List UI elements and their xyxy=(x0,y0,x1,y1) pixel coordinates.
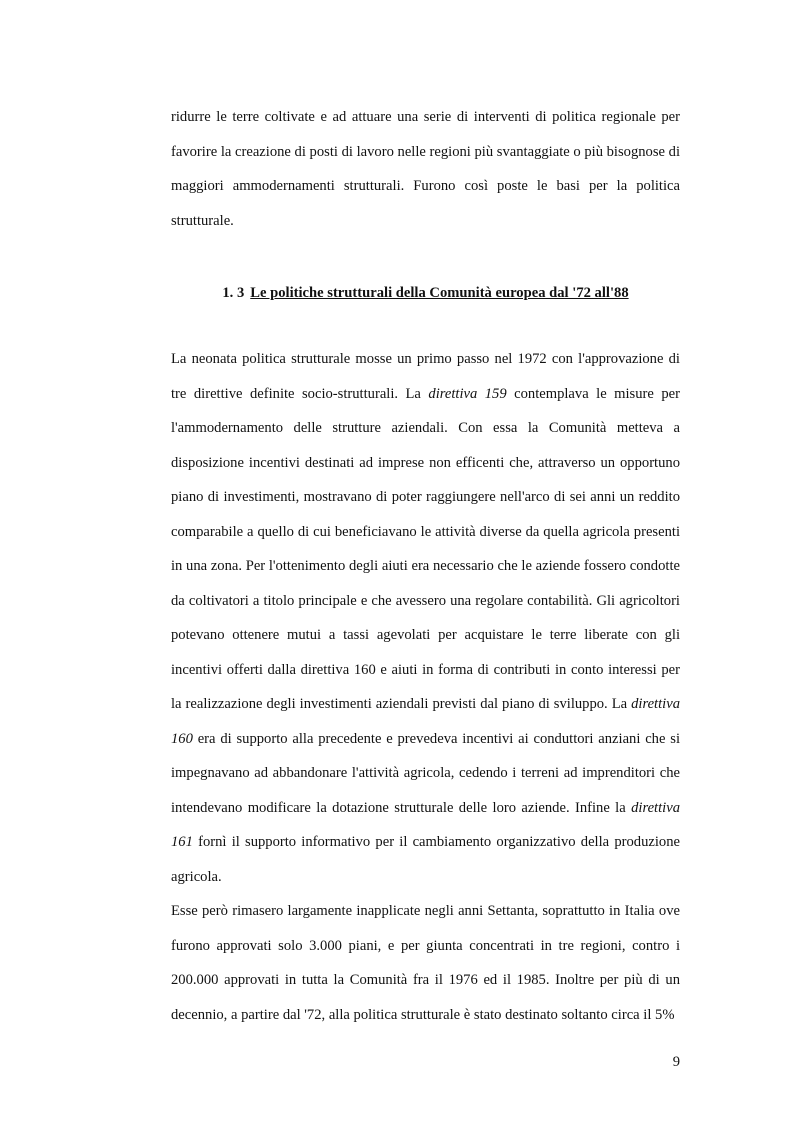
text-segment: era di supporto alla precedente e prevedeva incentivi ai conduttori anziani che si impegnavano ad abbandonare l'attività agricola, cedendo i terreni ad imprenditori che intendevano modificare la dotazione strutturale delle loro aziende. Infine la xyxy=(171,730,680,816)
directive-159-ref: direttiva 159 xyxy=(428,385,507,402)
paragraph-outcome: Esse però rimasero largamente inapplicate negli anni Settanta, soprattutto in Italia ove furono approvati solo 3.000 piani, e per giunta concentrati in tre regioni, contro i 200.000 approvati in tutta la Comunità fra il 1976 ed il 1985. Inoltre per più di un decennio, a partire dal '72, alla politica strutturale è stato destinato soltanto circa il 5% xyxy=(171,903,680,1023)
text-segment: fornì il supporto informativo per il cambiamento organizzativo della produzione agricola. xyxy=(171,834,680,885)
directive-160-ref: direttiva 160 xyxy=(171,696,680,747)
section-title: Le politiche strutturali della Comunità europea dal '72 all'88 xyxy=(250,285,629,301)
text-segment: contemplava le misure per l'ammodernamento delle strutture aziendali. Con essa la Comunità metteva a disposizione incentivi destinati ad imprese non efficenti che, attraverso un opportuno piano di investimenti, mostravano di poter raggiungere nell'arco di sei anni un reddito comparabile a quello di cui beneficiavano le attività diverse da quella agricola presenti in una zona. Per l'ottenimento degli aiuti era necessario che le aziende fossero condotte da coltivatori a titolo principale e che avessero una regolare contabilità. Gli agricoltori potevano ottenere mutui a tassi agevolati per acquistare le terre liberate con gli incentivi offerti dalla direttiva 160 e aiuti in forma di contributi in conto interessi per la realizzazione degli investimenti aziendali previsti dal piano di sviluppo. La xyxy=(171,385,680,712)
text-segment: La neonata politica strutturale mosse un primo passo nel 1972 con l'approvazione di tre direttive definite socio-strutturali. La xyxy=(171,351,680,402)
section-number: 1. 3 xyxy=(222,285,245,301)
paragraph-intro: ridurre le terre coltivate e ad attuare una serie di interventi di politica regionale per favorire la creazione di posti di lavoro nelle regioni più svantaggiate o più bisognose di maggiori ammodernamenti strutturali. Furono così poste le basi per la politica strutturale. xyxy=(171,109,681,229)
directive-161-ref: direttiva 161 xyxy=(171,799,680,850)
paragraph-directives xyxy=(171,342,680,894)
page-number: 9 xyxy=(672,1054,680,1070)
section-heading xyxy=(171,278,680,308)
